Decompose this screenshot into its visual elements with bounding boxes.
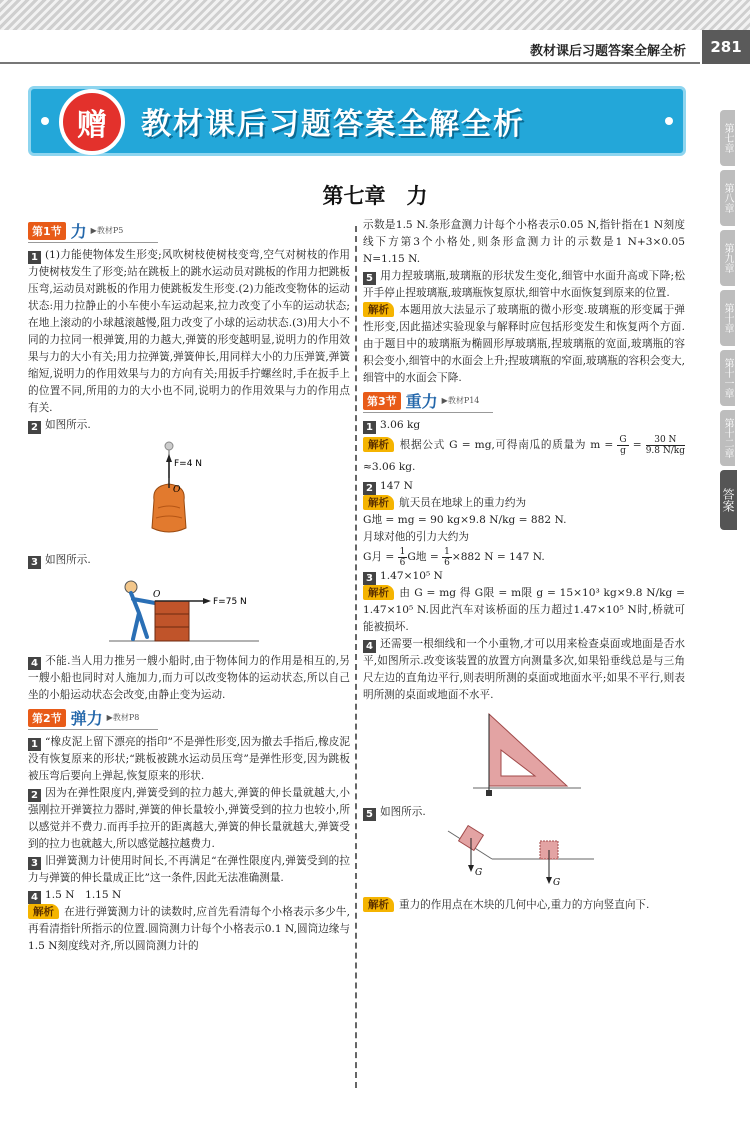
answer-1-4: 4 不能.当人用力推另一艘小船时,由于物体间力的作用是相互的,另一艘小船也同时对人施加力,而力可以改变物体的运动状态,所以自己坐的小船运动状态会改变,由静止变为运动.	[28, 655, 350, 701]
side-tab-ch8[interactable]: 第八章	[720, 170, 735, 226]
answer-number: 3	[28, 556, 41, 569]
force-label: F=4 N	[174, 459, 203, 469]
side-tab-ch7[interactable]: 第七章	[720, 110, 735, 166]
answer-number: 2	[363, 482, 376, 495]
answer-2-3: 3 旧弹簧测力计使用时间长,不再满足“在弹性限度内,弹簧受到的拉力与弹簧的伸长量成正比”这一条件,因此无法准确测量.	[28, 855, 350, 884]
page-number: 281	[702, 30, 750, 64]
analysis-2-4: 解析 在进行弹簧测力计的读数时,应首先看清每个小格表示多少牛,再看清指针所指示的位置.圆筒测力计每个小格表示0.1 N,圆筒边缘与1.5 N刻度线对齐,所以圆筒测力计的	[28, 906, 350, 952]
answer-1-1: 1 (1)力能使物体发生形变;风吹树枝使树枝变弯,空气对树枝的作用力使树枝发生了形变;站在跳板上的跳水运动员对跳板的作用力把跳板压弯,运动员对跳板的作用力使跳板发生形变.(2)力能改变物体的运动状态:用力拉静止的小车使小车运动起来,拉力改变了小车的运动状态;在地上滚动的小球越滚越慢,阻力改变了小球的运动状态.(3)用大小不同的力拉同一根弹簧,用的力越大,弹簧的形变越明显,说明力的作用效果与力的大小有关;用力拉弹簧,弹簧伸长,用同样大小的力压弹簧,弹簧缩短,说明力的作用效果与力的方向有关;用扳手拧螺丝时,手在扳手上的位置不同,所用的力的大小也不同,说明力的作用效果与力的作用点有关.	[28, 249, 350, 414]
side-tab-ch10[interactable]: 第十章	[720, 290, 735, 346]
answer-number: 1	[28, 738, 41, 751]
answer-3-5: 5 如图所示.	[363, 804, 685, 821]
analysis-3-2-line4: G月 = $\frac{1}{6}$ G地 = $\frac{1}{6}$ ×882 N = 147 N.	[363, 546, 545, 568]
section-2-heading	[28, 706, 158, 730]
analysis-3-3: 解析 由 G = mg 得 G限 = m限 g = 15×10³ kg×9.8 N/kg = 1.47×10⁵ N.因此汽车对该桥面的压力超过1.47×10⁵ N时,桥就可能被损坏.	[363, 587, 685, 633]
analysis-badge: 解析	[363, 437, 394, 452]
textbook-ref: ▶教材P5	[90, 226, 124, 235]
point-label: O	[153, 590, 161, 600]
set-square-plumb-diagram	[459, 708, 589, 800]
right-column	[363, 217, 685, 914]
pumpkin-force-diagram	[124, 438, 254, 548]
side-tab-answers[interactable]: 答案	[720, 470, 737, 530]
analysis-3-2: 解析 航天员在地球上的重力约为	[363, 495, 685, 512]
fraction: $\frac{1}{6}$	[444, 546, 450, 568]
answer-number: 2	[28, 789, 41, 802]
side-tab-ch9[interactable]: 第九章	[720, 230, 735, 286]
top-stripe	[0, 0, 750, 30]
answer-2-1: 1 “橡皮泥上留下漂亮的指印”不是弹性形变,因为撤去手指后,橡皮泥没有恢复原来的形状;“跳板被跳水运动员压弯”是弹性形变,因为跳板被压弯后要向上弹起,恢复原来的形状.	[28, 736, 350, 782]
answer-number: 4	[363, 640, 376, 653]
analysis-2-5: 解析 本题用放大法显示了玻璃瓶的微小形变.玻璃瓶的形变属于弹性形变,因此描述实验现象与解释时应包括形变发生和恢复两个方面.由于题目中的玻璃瓶为椭圆形厚玻璃瓶,捏玻璃瓶的宽面,玻璃瓶的容积会变小,细管中的水面会上升;捏玻璃瓶的窄面,玻璃瓶的容积会变大,细管中的水面会下降.	[363, 304, 685, 384]
answer-1-3: 3 如图所示.	[28, 552, 350, 569]
answer-number: 5	[363, 808, 376, 821]
analysis-badge: 解析	[363, 495, 394, 510]
answer-2-4: 4 1.5 N 1.15 N	[28, 887, 350, 904]
gravity-label: G	[475, 868, 483, 878]
gift-badge: 赠	[59, 89, 125, 155]
section-title: 弹力	[70, 709, 103, 728]
analysis-badge: 解析	[363, 585, 394, 600]
section-title: 力	[70, 222, 87, 241]
gift-banner	[28, 86, 686, 156]
side-tab-ch11[interactable]: 第十一章	[720, 350, 735, 406]
box-push-diagram	[109, 573, 269, 649]
side-tab-ch12[interactable]: 第十二章	[720, 410, 735, 466]
textbook-ref: ▶教材P8	[106, 713, 140, 722]
answer-3-4: 4 还需要一根细线和一个小重物,才可以用来检查桌面或地面是否水平,如图所示.改变该装置的放置方向测量多次,如果铅垂线总是与三角尺左边的直角边平行,则表明所测的桌面或地面水平;如果不平行,则表明所测的桌面或地面不水平.	[363, 638, 685, 701]
left-column	[28, 217, 350, 955]
block-gravity-diagram	[444, 825, 604, 893]
analysis-badge: 解析	[363, 897, 394, 912]
chapter-title: 第七章 力	[322, 184, 428, 208]
gravity-label: G	[553, 878, 561, 888]
answer-number: 3	[28, 857, 41, 870]
answer-number: 3	[363, 572, 376, 585]
banner-dot-right	[665, 117, 673, 125]
answer-number: 4	[28, 657, 41, 670]
fraction: $\frac{1}{6}$	[399, 546, 406, 568]
section-tag: 第3节	[363, 392, 401, 410]
analysis-3-2-line3: 月球对他的引力大约为	[363, 531, 469, 543]
banner-title: 教材课后习题答案全解全析	[141, 107, 525, 142]
section-title: 重力	[405, 392, 438, 411]
analysis-3-1: 解析 根据公式 G = mg,可得南瓜的质量为 m = $\frac{G}{g}$ = $\frac{30 N}{9.8 N/kg}$ ≈3.06 kg.	[363, 434, 685, 473]
section-1-heading	[28, 219, 158, 243]
answer-2-2: 2 因为在弹性限度内,弹簧受到的拉力越大,弹簧的伸长量就越大,小强刚拉开弹簧拉力器时,弹簧的伸长量较小,弹簧受到的拉力也较小,所以感觉并不费力.而再手拉开的距离越大,弹簧的伸长量就越大,弹簧受到的拉力也就越大,所以感觉越拉越费力.	[28, 787, 350, 850]
answer-3-1: 1 3.06 kg	[363, 417, 685, 434]
analysis-badge: 解析	[363, 302, 394, 317]
section-tag: 第2节	[28, 709, 66, 727]
section-tag: 第1节	[28, 222, 66, 240]
fraction: $\frac{G}{g}$	[619, 434, 627, 456]
answer-number: 4	[28, 891, 41, 904]
answer-2-5: 5 用力捏玻璃瓶,玻璃瓶的形状发生变化,细管中水面升高或下降;松开手停止捏玻璃瓶,玻璃瓶恢复原状,细管中水面恢复到原来的位置.	[363, 270, 685, 299]
point-label: O	[173, 485, 181, 495]
analysis-2-4-cont: 示数是1.5 N.条形盒测力计每个小格表示0.05 N,指针指在1 N刻度线下方第3个小格处,则条形盒测力计的示数是1 N+3×0.05 N=1.15 N.	[363, 219, 685, 265]
chapter-side-tabs	[720, 110, 750, 534]
running-title: 教材课后习题答案全解全析	[529, 44, 686, 59]
column-divider	[355, 226, 357, 1088]
answer-3-3: 3 1.47×10⁵ N	[363, 568, 685, 585]
textbook-ref: ▶教材P14	[441, 396, 480, 405]
answer-1-2: 2 如图所示.	[28, 417, 350, 434]
analysis-3-2-line2: G地 = mg = 90 kg×9.8 N/kg = 882 N.	[363, 514, 567, 526]
fraction: $\frac{30 N}{9.8 N/kg}$	[645, 434, 685, 456]
banner-dot-left	[41, 117, 49, 125]
analysis-badge: 解析	[28, 904, 59, 919]
answer-number: 5	[363, 272, 376, 285]
answer-number: 2	[28, 421, 41, 434]
answer-number: 1	[363, 421, 376, 434]
force-label: F=75 N	[213, 597, 247, 607]
answer-3-2: 2 147 N	[363, 478, 685, 495]
answer-number: 1	[28, 251, 41, 264]
analysis-3-5: 解析 重力的作用点在木块的几何中心,重力的方向竖直向下.	[363, 897, 685, 914]
section-3-heading	[363, 389, 493, 413]
